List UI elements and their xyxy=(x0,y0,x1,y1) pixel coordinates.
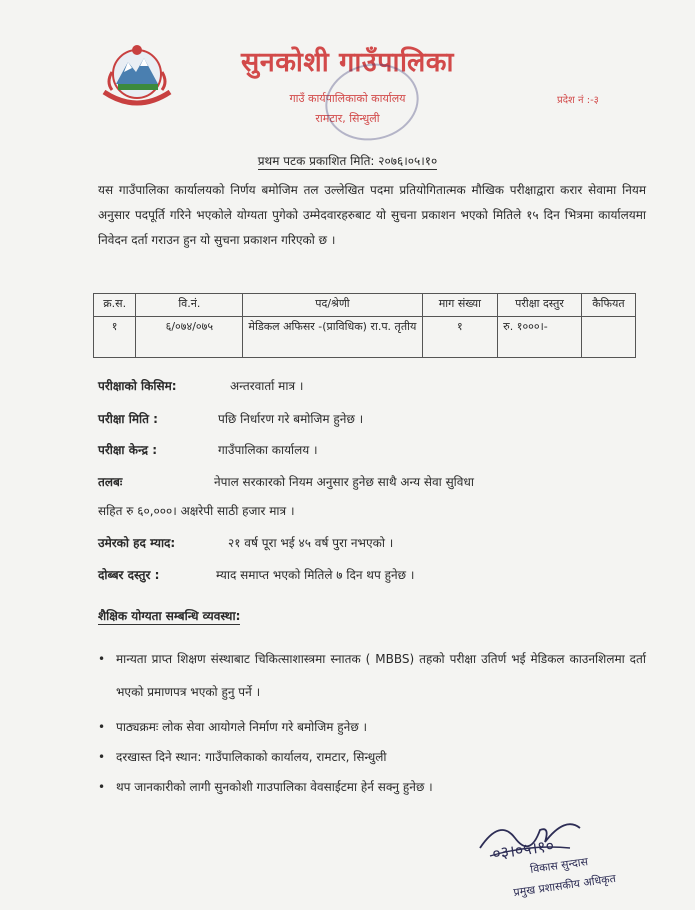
cell-ad-no: ६/०७४/०७५ xyxy=(136,317,243,358)
office-address: रामटार, सिन्धुली xyxy=(315,112,380,125)
bullet-icon: • xyxy=(98,780,106,794)
exam-type-value: अन्तरवार्ता मात्र । xyxy=(230,379,304,393)
exam-date-label: परीक्षा मिति : xyxy=(98,412,158,426)
cell-post: मेडिकल अफिसर -(प्राविधिक) रा.प. तृतीय xyxy=(243,317,422,358)
table-header-row xyxy=(94,294,636,317)
list-item-text: पाठ्यक्रमः लोक सेवा आयोगले निर्माण गरे बमोजिम हुनेछ । xyxy=(116,720,368,734)
column-header-ad-no: वि.नं. xyxy=(136,294,243,317)
column-header-sn: क्र.स. xyxy=(94,294,136,317)
exam-type-row xyxy=(98,377,304,394)
exam-date-row xyxy=(98,410,364,427)
list-item-text: दरखास्त दिने स्थान: गाउँपालिकाको कार्यालय, रामटार, सिन्धुली xyxy=(116,750,387,764)
signature-date: ०३।०५।१० xyxy=(491,835,556,864)
cell-fee: रु. १०००।- xyxy=(498,317,582,358)
signatory-title: प्रमुख प्रशासकीय अधिकृत xyxy=(512,871,617,900)
column-header-post: पद/श्रेणी xyxy=(243,294,422,317)
publication-date-line xyxy=(0,152,695,169)
bullet-icon: • xyxy=(98,750,106,764)
double-fee-value: म्याद समाप्त भएको मितिले ७ दिन थप हुनेछ । xyxy=(216,568,415,582)
office-name: सुनकोशी गाउँपालिका xyxy=(240,47,455,78)
column-header-fee: परीक्षा दस्तुर xyxy=(498,294,582,317)
double-fee-row xyxy=(98,566,415,583)
list-item-text: मान्यता प्राप्त शिक्षण संस्थाबाट चिकित्साशास्त्रमा स्नातक ( MBBS) तहको परीक्षा उतिर्ण भई मेडिकल काउनशिलमा दर्ता भएको प्रमाणपत्र भएको हुनु पर्ने । xyxy=(116,652,646,699)
exam-date-value: पछि निर्धारण गरे बमोजिम हुनेछ । xyxy=(218,412,364,426)
salary-row-continued xyxy=(98,502,295,519)
salary-value-line-1: नेपाल सरकारको नियम अनुसार हुनेछ साथै अन्य सेवा सुविधा xyxy=(214,475,474,489)
salary-value-line-2: सहित रु ६०,०००। अक्षरेपी साठी हजार मात्र । xyxy=(98,504,295,518)
column-header-remarks: कैफियत xyxy=(581,294,635,317)
salary-label: तलबः xyxy=(98,475,123,489)
signatory-name: विकास सुन्दास xyxy=(529,855,589,876)
table-row xyxy=(94,317,636,358)
age-limit-row xyxy=(98,534,394,551)
intro-paragraph: यस गाउँपालिका कार्यालयको निर्णय बमोजिम तल उल्लेखित पदमा प्रतियोगितात्मक मौखिक परीक्षाद्वारा करार सेवामा नियम अनुसार पदपूर्ति गरिने भएकोले योग्यता पुगेको उम्मेदवारहरुबाट यो सुचना प्रकाशन भएको मितिले १५ दिन भित्रमा कार्यालयमा निवेदन दर्ता गराउन हुन यो सुचना प्रकाशन गरिएको छ । xyxy=(98,183,646,247)
cell-remarks xyxy=(581,317,635,358)
salary-row xyxy=(98,473,474,490)
cell-sn: १ xyxy=(94,317,136,358)
bullet-icon: • xyxy=(98,652,106,666)
office-subtitle: गाउँ कार्यपालिकाको कार्यालय xyxy=(289,92,406,105)
exam-center-label: परीक्षा केन्द्र : xyxy=(98,443,157,457)
publication-date-text: प्रथम पटक प्रकाशित मिति: २०७६।०५।१० xyxy=(257,154,438,168)
province-number: प्रदेश नं :-३ xyxy=(557,95,599,106)
cell-demand: १ xyxy=(422,317,498,358)
qualification-title: शैक्षिक योग्यता सम्बन्धि व्यवस्था: xyxy=(98,609,241,623)
age-limit-value: २१ वर्ष पूरा भई ४५ वर्ष पुरा नभएको । xyxy=(228,536,394,550)
age-limit-label: उमेरको हद म्याद: xyxy=(98,536,176,550)
exam-center-value: गाउँपालिका कार्यालय । xyxy=(218,443,318,457)
exam-type-label: परीक्षाको किसिम: xyxy=(98,379,177,393)
double-fee-label: दोब्बर दस्तुर : xyxy=(98,568,160,582)
column-header-demand: माग संख्या xyxy=(422,294,498,317)
bullet-icon: • xyxy=(98,720,106,734)
post-table xyxy=(93,293,636,358)
list-item-text: थप जानकारीको लागी सुनकोशी गाउपालिका वेवसाईटमा हेर्न सक्नु हुनेछ । xyxy=(116,780,433,794)
exam-center-row xyxy=(98,441,318,458)
